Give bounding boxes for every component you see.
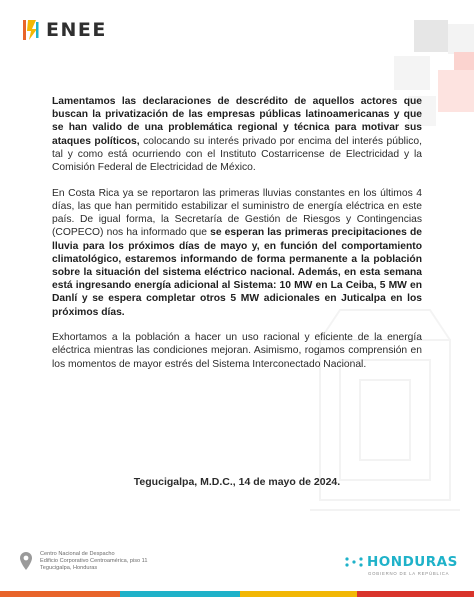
footer-address: [20, 551, 147, 572]
paragraph-1-rest: colocando su interés privado por encima del interés público, tal y como está ocurriendo con el Instituto Costarricense de Electricidad y la Comisión Federal de Electricidad de México.: [52, 135, 422, 174]
color-stripe: [0, 591, 474, 597]
gov-name: HONDURAS: [367, 554, 458, 570]
stripe-yellow: [240, 591, 357, 597]
location-pin-icon: [20, 552, 32, 570]
stripe-red: [357, 591, 474, 597]
address-line: Edificio Corporativo Centroamérica, piso 11: [40, 558, 148, 564]
statement-body: [52, 95, 422, 383]
enee-logo-icon: [22, 18, 40, 42]
address-lines: [40, 551, 147, 572]
place-date: Tegucigalpa, M.D.C., 14 de mayo de 2024.: [133, 476, 341, 488]
address-line: Tegucigalpa, Honduras: [40, 565, 98, 571]
brand-name: ENEE: [46, 19, 107, 41]
address-line: Centro Nacional de Despacho: [40, 551, 115, 557]
paragraph-1-bold: Lamentamos las declaraciones de descrédito de aquellos actores que buscan la privatización de las empresas públicas latinoamericanas y que se han valido de una problemática regional y técnica para motivar sus ataques políticos,: [52, 96, 422, 147]
stripe-cyan: [120, 591, 240, 597]
paragraph-2-text: En Costa Rica ya se reportaron las primeras lluvias constantes en los últimos 4 días, las que han permitido estabilizar el suministro de energía eléctrica en este país. De igual forma, la Secretaría de Gestión de Riesgos y Contingencias (COPECO) nos ha informado que: [52, 187, 422, 239]
gov-subtitle: GOBIERNO DE LA REPÚBLICA: [368, 571, 450, 576]
honduras-stars-icon: [344, 556, 364, 568]
paragraph-2: [52, 187, 422, 319]
paragraph-2-bold: se esperan las primeras precipitaciones de lluvia para los próximos días de mayo y, en función del comportamiento climatológico, estaremos informando de forma permanente a la población sobre la situación del sistema eléctrico nacional. Además, en esta semana está ingresando energía adicional al Sistema: 10 MW en La Ceiba, 5 MW en Danlí y se espera completar otros 5 MW adicionales en Juticalpa en los próximos días.: [52, 227, 422, 318]
header: [22, 17, 107, 43]
paragraph-1: [52, 95, 422, 174]
honduras-government-logo: [344, 554, 458, 576]
paragraph-3: Exhortamos a la población a hacer un uso racional y eficiente de la energía eléctrica mientras las condiciones mejoran. Asimismo, rogamos comprensión en los momentos de mayor estrés del Sistema Interconectado Nacional.: [52, 332, 422, 370]
stripe-orange: [0, 591, 120, 597]
